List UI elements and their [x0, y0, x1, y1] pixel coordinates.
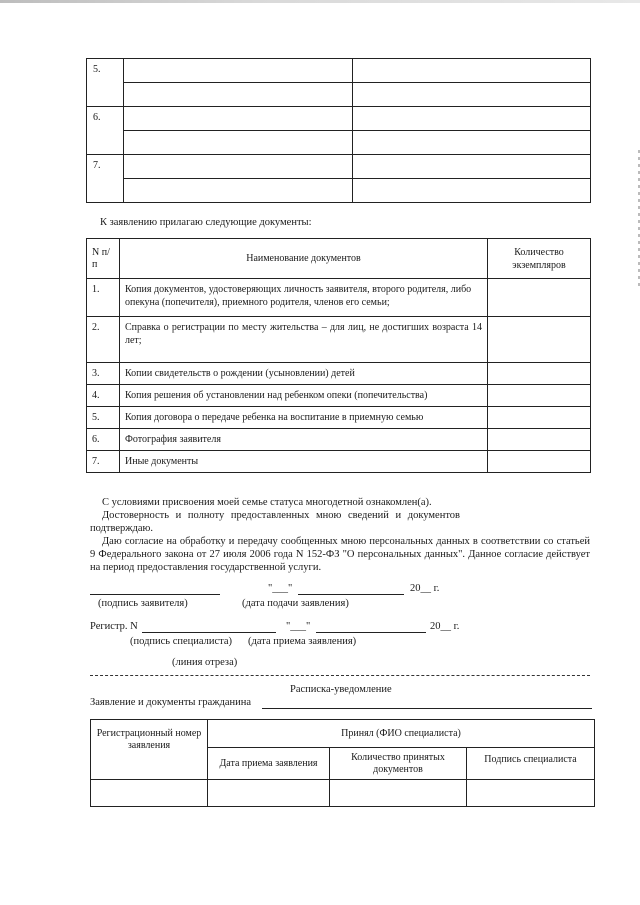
table-row [87, 429, 591, 451]
table-cell[interactable] [330, 780, 467, 807]
year-label: 20__ г. [410, 583, 440, 594]
submission-date-field[interactable] [298, 594, 404, 595]
document-name: Копия документов, удостоверяющих личность заявителя, второго родителя, либо опекуна (попечителя), приемного родителя, членов его семьи; [120, 279, 488, 317]
row-number: 2. [87, 317, 120, 363]
table-cell[interactable] [353, 131, 591, 155]
table-cell[interactable] [353, 83, 591, 107]
qty-cell[interactable] [488, 279, 591, 317]
table-row [87, 83, 591, 107]
table-row [87, 363, 591, 385]
date-quotes: "___" [268, 583, 293, 594]
table-header-row [87, 239, 591, 279]
scan-edge [0, 0, 640, 3]
table-cell[interactable] [124, 59, 353, 83]
table-row [87, 279, 591, 317]
qty-cell[interactable] [488, 317, 591, 363]
top-table [86, 58, 591, 203]
table-cell[interactable] [353, 179, 591, 203]
table-cell[interactable] [353, 155, 591, 179]
header-signature: Подпись специалиста [467, 748, 595, 780]
row-number: 6. [87, 107, 124, 155]
table-row [87, 179, 591, 203]
header-qty: Количество экземпляров [488, 239, 591, 279]
header-name: Наименование документов [120, 239, 488, 279]
row-number: 3. [87, 363, 120, 385]
specialist-signature-field[interactable] [142, 632, 276, 633]
document-name: Копия решения об установлении над ребенком опеки (попечительства) [120, 385, 488, 407]
header-qty: Количество принятых документов [330, 748, 467, 780]
table-cell[interactable] [124, 155, 353, 179]
table-cell[interactable] [124, 131, 353, 155]
table-row [91, 780, 595, 807]
regnum-label: Регистр. N [90, 621, 138, 632]
receipt-table [90, 719, 595, 807]
table-row [87, 451, 591, 473]
header-num: N п/п [87, 239, 120, 279]
table-row [87, 317, 591, 363]
qty-cell[interactable] [488, 385, 591, 407]
table-row [87, 155, 591, 179]
cut-line [90, 675, 590, 676]
header-accepted: Принял (ФИО специалиста) [208, 720, 595, 748]
row-number: 5. [87, 407, 120, 429]
attachments-intro: К заявлению прилагаю следующие документы: [100, 217, 312, 228]
receipt-title: Расписка-уведомление [290, 684, 392, 695]
receipt-citizen-label: Заявление и документы гражданина [90, 697, 252, 708]
citizen-name-field[interactable] [262, 708, 592, 709]
table-cell[interactable] [467, 780, 595, 807]
submission-date-caption: (дата подачи заявления) [242, 598, 349, 609]
table-cell[interactable] [124, 179, 353, 203]
table-cell[interactable] [353, 59, 591, 83]
row-number: 1. [87, 279, 120, 317]
header-date: Дата приема заявления [208, 748, 330, 780]
qty-cell[interactable] [488, 451, 591, 473]
qty-cell[interactable] [488, 429, 591, 451]
document-name: Иные документы [120, 451, 488, 473]
consent-text: Даю согласие на обработку и передачу сообщенных мною персональных данных в соответствии со статьей 9 Федерального закона от 27 июля 2006 года N 152-ФЗ "О персональных данных". Данное согласие действует на период предоставления государственной услуги. [90, 536, 590, 573]
year-label: 20__ г. [430, 621, 460, 632]
row-number: 4. [87, 385, 120, 407]
row-number: 6. [87, 429, 120, 451]
table-row [87, 385, 591, 407]
table-cell[interactable] [208, 780, 330, 807]
table-row [87, 407, 591, 429]
accuracy-confirmation: Достоверность и полноту предоставленных мною сведений и документов подтверждаю. [90, 510, 460, 534]
table-cell[interactable] [353, 107, 591, 131]
document-name: Копия договора о передаче ребенка на воспитание в приемную семью [120, 407, 488, 429]
cut-line-label: (линия отреза) [172, 657, 238, 668]
table-cell[interactable] [124, 83, 353, 107]
qty-cell[interactable] [488, 363, 591, 385]
table-row [87, 59, 591, 83]
acceptance-date-field[interactable] [316, 632, 426, 633]
applicant-signature-caption: (подпись заявителя) [98, 598, 188, 609]
terms-acknowledgement: С условиями присвоения моей семье статуса многодетной ознакомлен(а). [102, 497, 432, 508]
table-cell[interactable] [91, 780, 208, 807]
row-number: 7. [87, 451, 120, 473]
row-number: 7. [87, 155, 124, 203]
document-name: Справка о регистрации по месту жительства – для лиц, не достигших возраста 14 лет; [120, 317, 488, 363]
date-quotes: "___" [286, 621, 311, 632]
applicant-signature-field[interactable] [90, 594, 220, 595]
specialist-signature-caption: (подпись специалиста) [130, 636, 233, 647]
table-cell[interactable] [124, 107, 353, 131]
document-name: Копии свидетельств о рождении (усыновлении) детей [120, 363, 488, 385]
header-reg-num: Регистрационный номер заявления [91, 720, 208, 780]
table-row [87, 131, 591, 155]
document-name: Фотография заявителя [120, 429, 488, 451]
table-row [87, 107, 591, 131]
acceptance-date-caption: (дата приема заявления) [248, 636, 357, 647]
row-number: 5. [87, 59, 124, 107]
qty-cell[interactable] [488, 407, 591, 429]
documents-table [86, 238, 591, 473]
table-row [91, 720, 595, 748]
